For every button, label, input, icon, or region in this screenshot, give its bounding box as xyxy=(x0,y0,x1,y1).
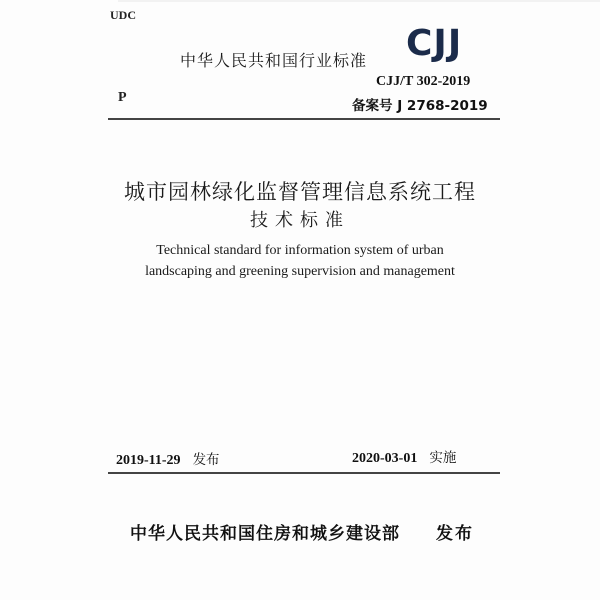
implement-date-block xyxy=(352,446,456,467)
issue-date: 2019-11-29 xyxy=(116,453,181,468)
implement-date: 2020-03-01 xyxy=(352,451,418,466)
title-english-line1: Technical standard for information system of urban xyxy=(156,243,444,258)
publisher-name: 中华人民共和国住房和城乡建设部 xyxy=(130,524,400,544)
top-divider xyxy=(108,118,500,120)
issue-label: 发布 xyxy=(192,452,220,468)
implement-label: 实施 xyxy=(429,450,457,466)
standard-code: CJJ/T 302-2019 xyxy=(376,74,471,89)
title-chinese-line2: 技术标准 xyxy=(250,210,350,231)
category-label: P xyxy=(118,90,127,105)
title-english-line2: landscaping and greening supervision and management xyxy=(145,264,455,279)
bottom-divider xyxy=(108,472,500,474)
cjj-logo: CJJ xyxy=(406,23,463,64)
page-edge xyxy=(118,0,600,2)
udc-label: UDC xyxy=(110,8,136,22)
issuer-heading: 中华人民共和国行业标准 xyxy=(180,51,368,70)
publisher-label: 发布 xyxy=(436,524,474,544)
issue-date-block xyxy=(116,448,220,469)
title-chinese-line1: 城市园林绿化监督管理信息系统工程 xyxy=(124,180,476,204)
record-number: 备案号 J 2768-2019 xyxy=(352,98,488,114)
